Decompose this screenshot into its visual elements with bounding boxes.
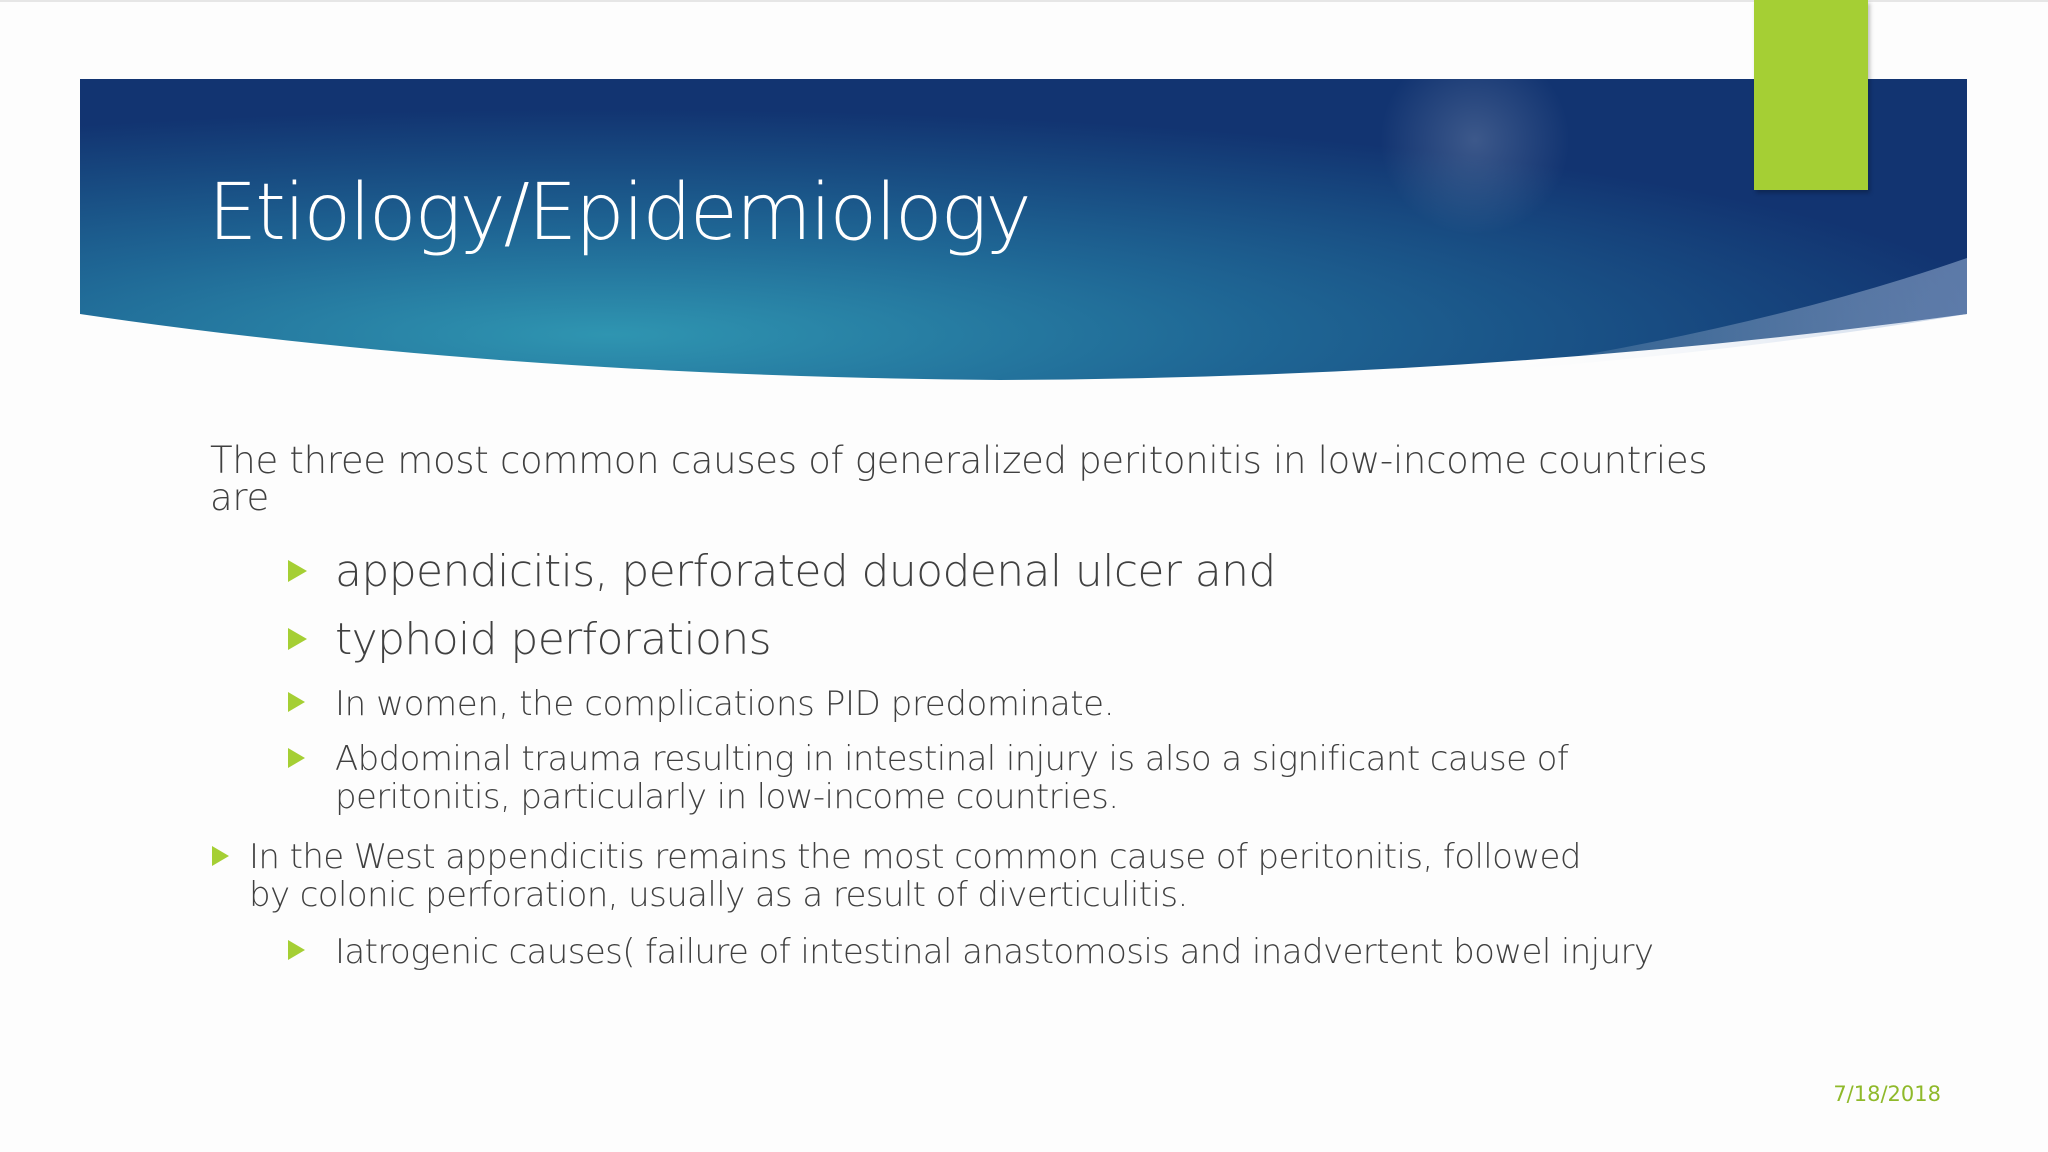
- slide-date: 7/18/2018: [1833, 1082, 1941, 1106]
- bullet-text: typhoid perforations: [335, 614, 771, 665]
- bullet-item: [288, 614, 771, 665]
- bullet-item: [288, 546, 1276, 597]
- intro-text: The three most common causes of generalized peritonitis in low-income countries are: [210, 439, 1708, 519]
- bullet-text: Iatrogenic causes( failure of intestinal anastomosis and inadvertent bowel injury: [335, 932, 1654, 972]
- bullet-text: Abdominal trauma resulting in intestinal injury is also a significant cause of peritonitis, particularly in low-income countries.: [335, 739, 1569, 817]
- triangle-right-icon: [288, 692, 305, 712]
- bullet-item: [288, 932, 1668, 972]
- accent-tab: [1754, 0, 1868, 190]
- triangle-right-icon: [288, 940, 305, 960]
- slide-title: Etiology/Epidemiology: [208, 168, 1030, 258]
- bullet-text: In the West appendicitis remains the most common cause of peritonitis, followed by colonic perforation, usually as a result of diverticulitis.: [249, 837, 1581, 915]
- triangle-right-icon: [288, 628, 307, 650]
- triangle-right-icon: [212, 846, 229, 866]
- bullet-text: In women, the complications PID predominate.: [335, 684, 1115, 724]
- bullet-item: [212, 838, 1612, 914]
- triangle-right-icon: [288, 560, 307, 582]
- triangle-right-icon: [288, 748, 305, 768]
- bullet-text: appendicitis, perforated duodenal ulcer and: [335, 546, 1276, 597]
- bullet-item: [288, 684, 1114, 724]
- bullet-item: [288, 740, 1668, 816]
